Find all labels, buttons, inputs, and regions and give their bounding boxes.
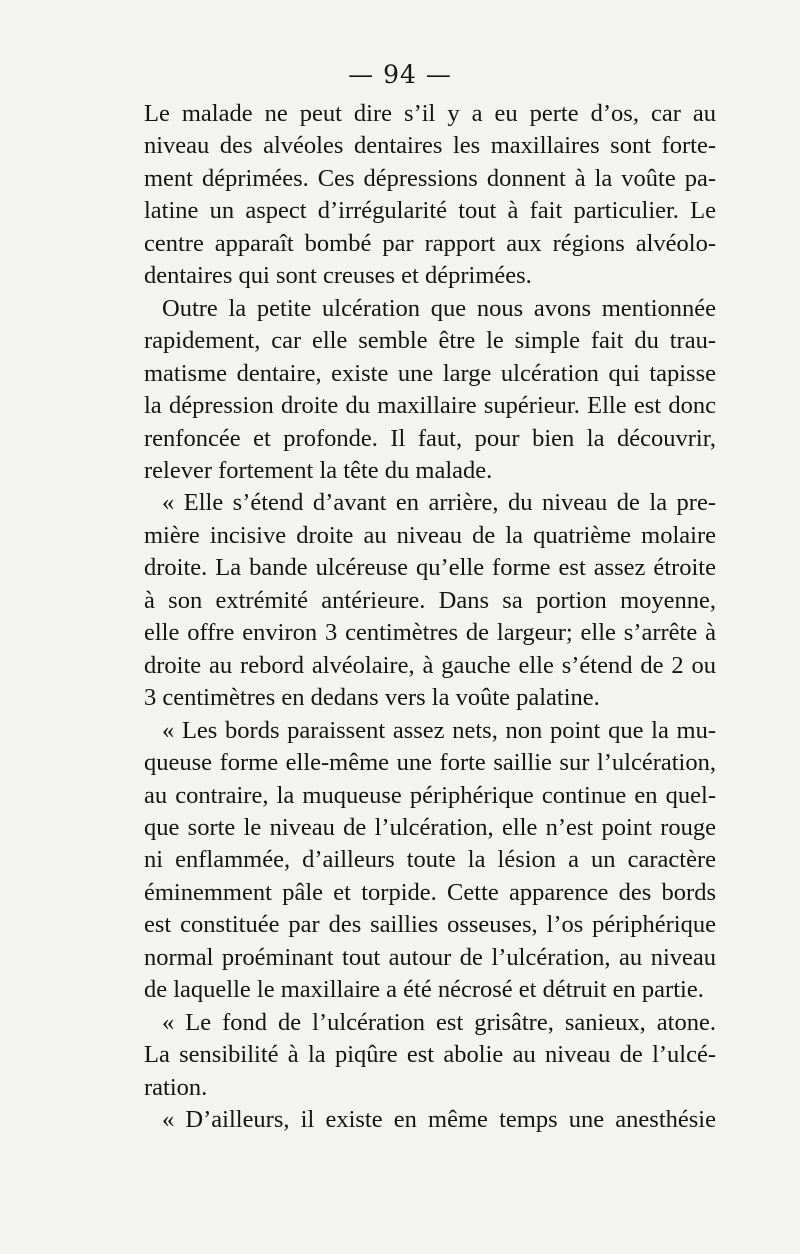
- text-line: droite au rebord alvéolaire, à gauche elle s’étend de 2 ou: [144, 651, 716, 679]
- text-line: queuse forme elle-même une forte saillie sur l’ulcération,: [144, 749, 716, 777]
- paragraph-4: [144, 715, 716, 1007]
- paragraph-5: [144, 1007, 716, 1104]
- text-line: Outre la petite ulcération que nous avons mentionnée: [162, 294, 716, 322]
- text-line: au contraire, la muqueuse périphérique continue en quel-: [144, 781, 716, 809]
- body-text: [144, 98, 716, 1137]
- text-line: « Les bords paraissent assez nets, non point que la mu-: [162, 716, 716, 744]
- text-line: Le malade ne peut dire s’il y a eu perte d’os, car au: [144, 100, 716, 127]
- text-line: éminemment pâle et torpide. Cette apparence des bords: [144, 878, 716, 906]
- text-line: « Le fond de l’ulcération est grisâtre, sanieux, atone.: [162, 1008, 716, 1036]
- paragraph-2: [144, 293, 716, 488]
- text-line: « D’ailleurs, il existe en même temps une anesthésie: [162, 1106, 716, 1134]
- text-line: dentaires qui sont creuses et déprimées.: [144, 262, 532, 290]
- text-line: La sensibilité à la piqûre est abolie au niveau de l’ulcé-: [144, 1041, 716, 1069]
- text-line: que sorte le niveau de l’ulcération, elle n’est point rouge: [144, 813, 716, 841]
- text-line: normal proéminant tout autour de l’ulcération, au niveau: [144, 943, 716, 971]
- text-line: niveau des alvéoles dentaires les maxillaires sont forte-: [144, 132, 716, 160]
- text-line: latine un aspect d’irrégularité tout à fait particulier. Le: [144, 197, 716, 225]
- text-line: elle offre environ 3 centimètres de largeur; elle s’arrête à: [144, 619, 716, 647]
- text-line: ration.: [144, 1073, 208, 1101]
- text-line: centre apparaît bombé par rapport aux régions alvéolo-: [144, 229, 716, 257]
- page-number: — 94 —: [348, 60, 452, 89]
- text-line: rapidement, car elle semble être le simple fait du trau-: [144, 327, 716, 355]
- text-line: est constituée par des saillies osseuses, l’os périphérique: [144, 911, 716, 939]
- text-line: la dépression droite du maxillaire supérieur. Elle est donc: [144, 392, 716, 420]
- text-line: mière incisive droite au niveau de la quatrième molaire: [144, 521, 716, 549]
- text-line: à son extrémité antérieure. Dans sa portion moyenne,: [144, 586, 716, 614]
- text-line: relever fortement la tête du malade.: [144, 456, 493, 484]
- text-line: ment déprimées. Ces dépressions donnent à la voûte pa-: [144, 164, 716, 192]
- text-line: matisme dentaire, existe une large ulcération qui tapisse: [144, 359, 716, 387]
- paragraph-6: [144, 1104, 716, 1136]
- text-line: de laquelle le maxillaire a été nécrosé et détruit en partie.: [144, 976, 704, 1004]
- paragraph-3: [144, 487, 716, 714]
- text-line: renfoncée et profonde. Il faut, pour bien la découvrir,: [144, 424, 716, 452]
- text-line: « Elle s’étend d’avant en arrière, du niveau de la pre-: [162, 489, 716, 517]
- text-line: ni enflammée, d’ailleurs toute la lésion a un caractère: [144, 846, 716, 874]
- text-line: 3 centimètres en dedans vers la voûte palatine.: [144, 684, 600, 712]
- text-line: droite. La bande ulcéreuse qu’elle forme est assez étroite: [144, 554, 716, 582]
- paragraph-1: [144, 98, 716, 293]
